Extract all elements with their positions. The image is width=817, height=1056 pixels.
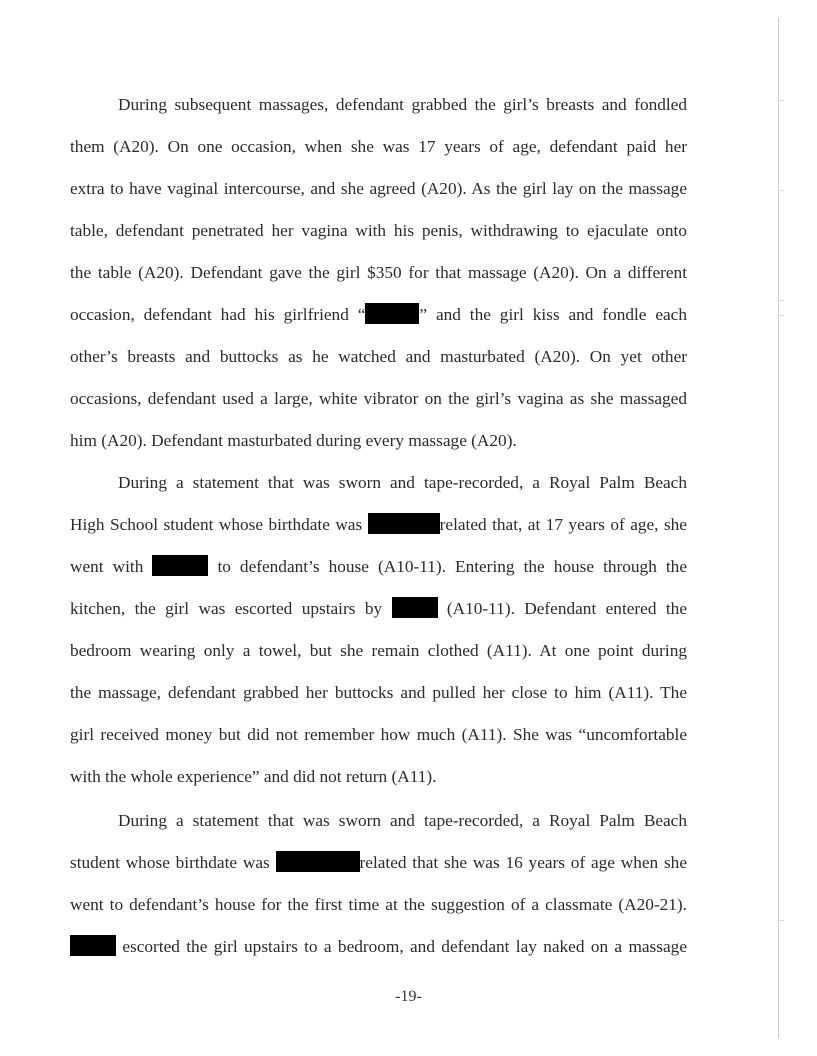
text-line: escorted the girl upstairs to a bedroom, and defendant lay naked on a massage: [70, 926, 687, 968]
text-line: him (A20). Defendant masturbated during every massage (A20).: [70, 431, 517, 450]
text-line: occasion, defendant had his girlfriend “ ” and the girl kiss and fondle each: [70, 305, 687, 324]
redaction-box: [392, 597, 438, 618]
text-line: with the whole experience” and did not return (A11).: [70, 767, 437, 786]
scan-edge-mark: [779, 920, 784, 921]
text-line: the massage, defendant grabbed her buttocks and pulled her close to him (A11). The: [70, 683, 687, 702]
redaction-box: [365, 303, 419, 324]
text-line: table, defendant penetrated her vagina with his penis, withdrawing to ejaculate onto: [70, 221, 687, 240]
text-line: other’s breasts and buttocks as he watched and masturbated (A20). On yet other: [70, 347, 687, 366]
page-number: -19-: [395, 988, 422, 1005]
redaction-box: [276, 851, 360, 872]
text-line: During subsequent massages, defendant grabbed the girl’s breasts and fondled: [118, 95, 687, 114]
text-line: occasions, defendant used a large, white vibrator on the girl’s vagina as she massaged: [70, 389, 687, 408]
scan-edge-line: [778, 18, 779, 1038]
paragraph-3: [70, 800, 687, 968]
text-line: them (A20). On one occasion, when she was 17 years of age, defendant paid her: [70, 137, 687, 156]
text-line: extra to have vaginal intercourse, and she agreed (A20). As the girl lay on the massage: [70, 179, 687, 198]
text-line: girl received money but did not remember how much (A11). She was “uncomfortable: [70, 725, 687, 744]
text-line: went with to defendant’s house (A10-11). Entering the house through the: [70, 557, 687, 576]
scan-edge-mark: [779, 315, 784, 316]
paragraph-1: [70, 84, 687, 462]
redaction-box: [70, 935, 116, 956]
text-line: the table (A20). Defendant gave the girl $350 for that massage (A20). On a different: [70, 263, 687, 282]
text-line: kitchen, the girl was escorted upstairs by (A10-11). Defendant entered the: [70, 599, 687, 618]
text-line: During a statement that was sworn and tape-recorded, a Royal Palm Beach: [118, 473, 687, 492]
scan-edge-mark: [779, 100, 784, 101]
text-line: High School student whose birthdate was related that, at 17 years of age, she: [70, 515, 687, 534]
text-line: bedroom wearing only a towel, but she remain clothed (A11). At one point during: [70, 641, 687, 660]
redaction-box: [368, 513, 440, 534]
paragraph-2: [70, 462, 687, 798]
scan-edge-mark: [779, 300, 784, 301]
text-line: During a statement that was sworn and tape-recorded, a Royal Palm Beach: [118, 811, 687, 830]
redaction-box: [152, 555, 208, 576]
scan-edge-mark: [779, 190, 784, 191]
text-line: student whose birthdate was related that she was 16 years of age when she: [70, 853, 687, 872]
text-line: went to defendant’s house for the first time at the suggestion of a classmate (A20-21).: [70, 895, 687, 914]
